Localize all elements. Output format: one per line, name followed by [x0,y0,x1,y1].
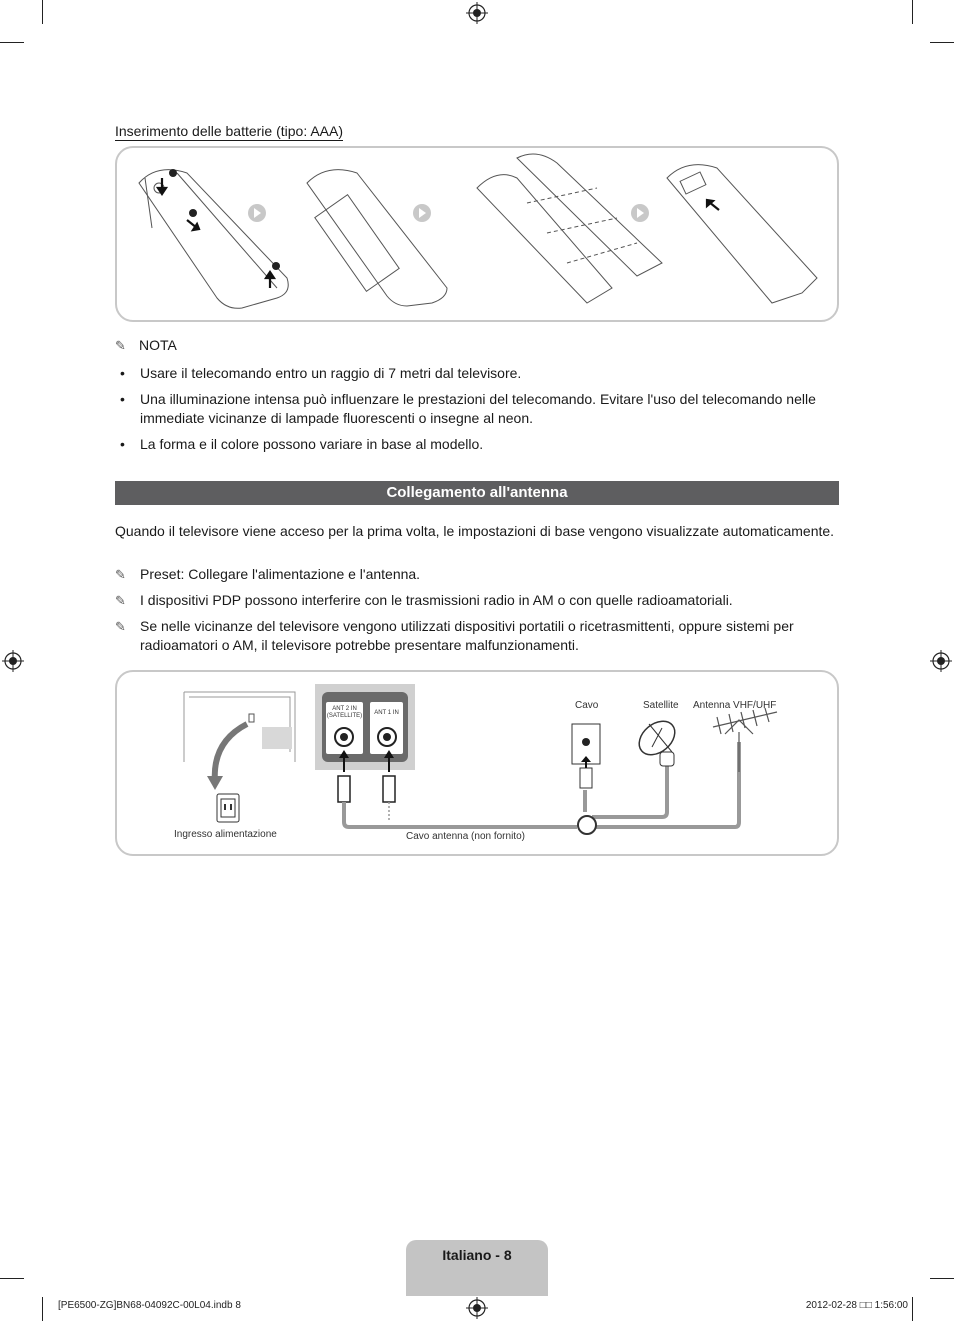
label-power-input: Ingresso alimentazione [174,829,277,840]
footer-filename: [PE6500-ZG]BN68-04092C-00L04.indb 8 [58,1300,241,1311]
crop-mark [42,1297,43,1321]
crop-mark [912,0,913,24]
port-label-ant1: ANT 1 IN [374,710,399,716]
list-item [115,617,843,655]
antenna-notes-list [115,565,843,662]
page-number-tab: Italiano - 8 [406,1240,548,1296]
crop-mark [930,1278,954,1279]
antenna-section-banner: Collegamento all'antenna [115,481,839,505]
list-item [115,565,843,584]
registration-mark-icon [466,1297,488,1319]
note-bullet-list [115,364,843,461]
note-text: Se nelle vicinanze del televisore vengono utilizzati dispositivi portatili o ricetrasmittenti, oppure sistemi per radioamatori o AM, il televisore potrebbe presentare malfunzionamenti. [140,618,794,653]
label-antenna-cable: Cavo antenna (non fornito) [406,831,525,842]
battery-illustration [117,148,837,320]
port-label-ant2: ANT 2 IN (SATELLITE) [326,706,363,719]
crop-mark [930,42,954,43]
note-text: Preset: Collegare l'alimentazione e l'antenna. [140,566,421,582]
list-item: • Una illuminazione intensa può influenzare le prestazioni del telecomando. Evitare l'uso del telecomando nelle immediate vicinanze di lampade fluorescenti o insegne al neon. [115,390,843,428]
crop-mark [42,0,43,24]
battery-section-title: Inserimento delle batterie (tipo: AAA) [115,123,344,139]
registration-mark-icon [930,650,952,672]
pencil-icon: ✎ [115,593,126,608]
label-cavo: Cavo [575,700,599,711]
label-antenna-vhf-uhf: Antenna VHF/UHF [693,700,777,711]
footer-timestamp: 2012-02-28 □□ 1:56:00 [805,1300,908,1311]
registration-mark-icon [466,2,488,24]
label-satellite: Satellite [643,700,679,711]
antenna-diagram-panel [115,670,839,856]
registration-mark-icon [2,650,24,672]
list-item [115,591,843,610]
note-text: I dispositivi PDP possono interferire con le trasmissioni radio in AM o con quelle radioamatoriali. [140,592,733,608]
crop-mark [912,1297,913,1321]
list-item: • La forma e il colore possono variare in base al modello. [115,435,843,454]
list-item: • Usare il telecomando entro un raggio di 7 metri dal televisore. [115,364,843,383]
pencil-icon: ✎ [115,619,126,634]
pencil-icon: ✎ [115,567,126,582]
battery-illustration-panel [115,146,839,322]
note-heading [115,337,177,354]
note-heading-text: NOTA [139,337,177,353]
antenna-intro: Quando il televisore viene acceso per la prima volta, le impostazioni di base vengono visualizzate automaticamente. [115,523,835,539]
crop-mark [0,42,24,43]
crop-mark [0,1278,24,1279]
pencil-icon: ✎ [115,338,126,353]
